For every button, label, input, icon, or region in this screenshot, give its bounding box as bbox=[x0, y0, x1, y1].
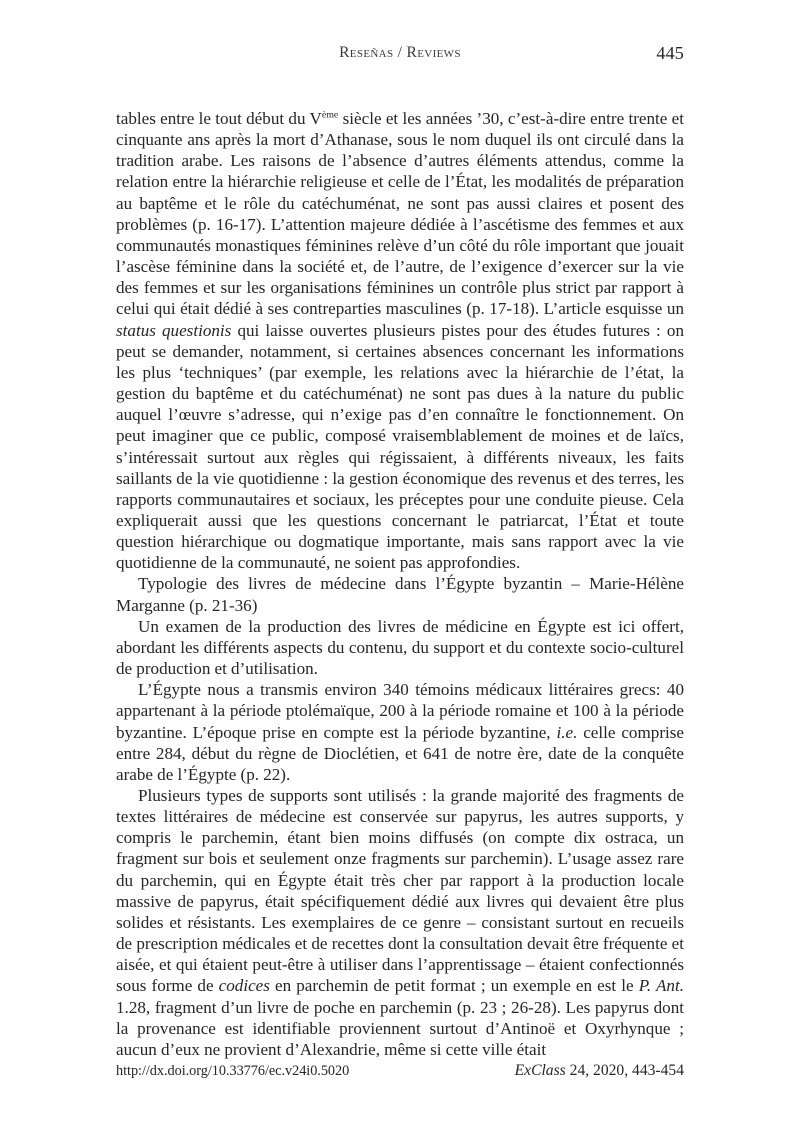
body-paragraph bbox=[116, 616, 684, 679]
italic-term: P. Ant. bbox=[638, 976, 685, 996]
journal-citation bbox=[515, 1062, 684, 1080]
page-number: 445 bbox=[656, 43, 684, 63]
body-paragraph bbox=[116, 108, 684, 573]
journal-issue-info: 24, 2020, 443-454 bbox=[565, 1062, 684, 1079]
text-run: celle comprise entre 284, début du règne de Dioclétien, et 641 de notre ère, date de la conquête arabe de l’Égypte (p. 22). bbox=[116, 722, 684, 784]
journal-name: ExClass bbox=[514, 1062, 566, 1079]
text-run: siècle et les années ’30, c’est-à-dire entre trente et cinquante ans après la mort d’Athanase, sous le nom duquel ils ont circulé dans la tradition arabe. Les raisons de l’absence d’autres éléments attendus, comme la relation entre la hiérarchie religieuse et celle de l’État, les modalités de préparation au baptême et le rôle du catéchuménat, ne sont pas aussi claires et posent des problèmes (p. 16-17). L’attention majeure dédiée à l’ascétisme des femmes et aux communautés monastiques féminines relève d’un côté du rôle important que jouait l’ascèse féminine dans la société et, de l’autre, de l’exigence d’exercer sur la vie des femmes et sur les organisations féminines un contrôle plus strict par rapport à celui qui était dédié à ses contreparties masculines (p. 17-18). L’article esquisse un bbox=[116, 109, 684, 319]
text-run: Un examen de la production des livres de médicine en Égypte est ici offert, abordant les différents aspects du contenu, du support et du contexte socio-culturel de production et d’utilisation. bbox=[116, 616, 684, 679]
text-run: en parchemin de petit format ; un exemple en est le bbox=[269, 976, 639, 996]
italic-term: i.e. bbox=[556, 722, 578, 742]
running-header-title: Reseñas / Reviews bbox=[339, 44, 461, 61]
text-run: L’Égypte nous a transmis environ 340 témoins médicaux littéraires grecs: 40 appartenant à la période ptolémaïque, 200 à la période romaine et 100 à la période byzantine. L’époque prise en compte est la période byzantine, bbox=[116, 680, 684, 742]
italic-term: status questionis bbox=[116, 320, 232, 340]
page-footer bbox=[116, 1062, 684, 1080]
text-run: tables entre le tout début du V bbox=[116, 109, 322, 128]
doi-link[interactable]: http://dx.doi.org/10.33776/ec.v24i0.5020 bbox=[116, 1063, 350, 1079]
body-text-column bbox=[116, 108, 684, 1060]
body-paragraph bbox=[116, 679, 684, 785]
text-run: Plusieurs types de supports sont utilisés : la grande majorité des fragments de textes littéraires de médecine est conservée sur papyrus, les autres supports, y compris le parchemin, étant bien moins diffusés (on compte dix ostraca, un fragment sur bois et seulement onze fragments sur parchemin). L’usage assez rare du parchemin, qui en Égypte était très cher par rapport à la production locale massive de papyrus, était spécifiquement dédié aux livres qui devaient être plus solides et résistants. Les exemplaires de ce genre – consistant surtout en recueils de prescription médicales et de recettes dont la consultation devait être fréquente et aisée, et qui étaient peut-être à utiliser dans l’apprentissage – étaient confectionnés sous forme de bbox=[116, 786, 684, 996]
body-paragraph bbox=[116, 785, 684, 1060]
ordinal-superscript: ème bbox=[321, 109, 339, 121]
text-run: Typologie des livres de médecine dans l’Égypte byzantin – Marie-Hélène Marganne (p. 21-36) bbox=[116, 574, 684, 615]
italic-term: codices bbox=[218, 976, 270, 996]
body-paragraph bbox=[116, 573, 684, 615]
text-run: qui laisse ouvertes plusieurs pistes pour des études futures : on peut se demander, notamment, si certaines absences concernant les informations les plus ‘techniques’ (par exemple, les relations avec la hiérarchie de l’état, la gestion du baptême et du catéchuménat) ne sont pas dues à la nature du public auquel l’œuvre s’adresse, qui n’exige pas d’en connaître le fonctionnement. On peut imaginer que ce public, composé vraisemblablement de moines et de laïcs, s’intéressait surtout aux règles qui régissaient, à différents niveaux, les faits saillants de la vie quotidienne : la gestion économique des revenus et des terres, les rapports communautaires et sociaux, les préceptes pour une conduite pieuse. Cela expliquerait aussi que les questions concernant le patriarcat, l’État et toute question hiérarchique ou dogmatique importante, mais sans rapport avec la vie quotidienne de la communauté, ne soient pas approfondies. bbox=[116, 320, 684, 573]
text-run: 1.28, fragment d’un livre de poche en parchemin (p. 23 ; 26-28). Les papyrus dont la provenance est identifiable proviennent surtout d’Antinoë et Oxyrhynque ; aucun d’eux ne provient d’Alexandrie, même si cette ville était bbox=[116, 997, 684, 1059]
running-header bbox=[116, 44, 684, 68]
